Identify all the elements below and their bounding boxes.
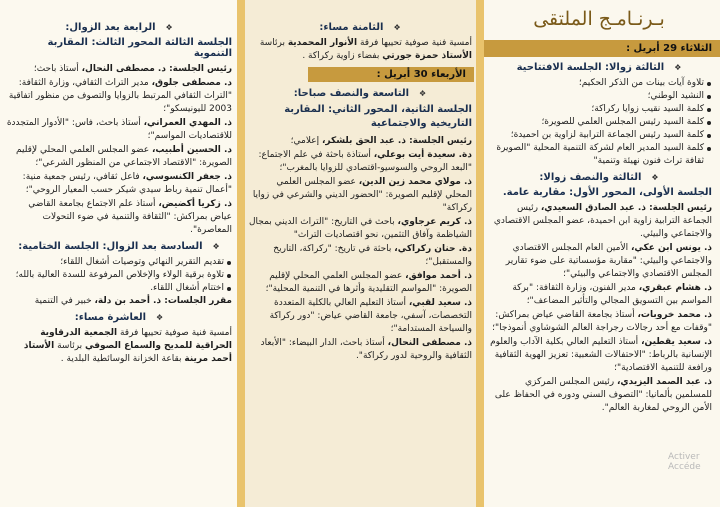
session-closing-label: السادسة بعد الزوال: الجلسة الختامية: xyxy=(18,241,203,252)
entry: رئيس الجلسة: ذ. عبد الصادق السعيدي، رئيس الجماعة الترابية زاوية ابن احميدة، عضو المجلس الاقتصادي والاجتماعي والبيئي. xyxy=(493,203,712,239)
program-title: بـرنـامـج الملتقى xyxy=(533,8,665,30)
entry: ذ. جعفر الكنسوسي، فاعل ثقافي، رئيس جمعية منية: "أعمال تنمية رباط سيدي شيكر حسب المعيار الروحي"؛ xyxy=(22,172,232,195)
entry: ذ. مولاي محمد زين الدين، عضو المجلس العلمي المحلي لإقليم الصويرة: "الحضور الديني والشرعي في زوايا ركراكة" xyxy=(252,177,472,213)
diamond-icon: ❖ xyxy=(419,89,427,98)
entry: ذ. مصطفى النحال، أستاذ باحث، الدار البيضاء: "الأبعاد الثقافية والروحية لدور ركراكة". xyxy=(260,338,472,361)
session-evening-label: الثامنة مساء: xyxy=(319,22,384,33)
entry: ذ. سعيد يقطين، أستاذ التعليم العالي بكلية الآداب والعلوم الإنسانية بالرباط: "الاحتفالات الشعبية: تعزيز الهوية الثقافية ورافعة للتنمية الاقتصادية"؛ xyxy=(490,337,712,373)
entry: ذ. كريم عرجاوي، باحث في التاريخ: "التراث الديني بمجال الشياظمة وآفاق التثمين، نحو اقتصاديات التراث" xyxy=(249,217,472,240)
entry: دة. سعيدة أيت بوعلي، أستاذة باحثة في علم الاجتماع: "البعد الروحي والسوسيو-اقتصادي للزوايا بالمغرب"؛ xyxy=(258,150,472,173)
session-third-entries xyxy=(6,63,232,237)
session-night-text: أمسية فنية صوفية تحييها فرقة الجمعية الدرقاوية الحراقية للمديح والسماع الصوفي برئاسة الأستاذ أحمد مرينة بقاعة الخزانة الوسائطية البلدية . xyxy=(23,328,232,364)
entry: دة. حنان ركراكي، باحثة في تاريخ: "ركراكة، التاريخ والمستقبل"؛ xyxy=(273,244,472,267)
session-first-label: الثالثة والنصف زوالا: xyxy=(539,172,642,183)
list-item: تلاوة برقية الولاء والإخلاص المرفوعة للسدة العالية بالله؛ xyxy=(6,269,232,282)
list-item: كلمة السيد رئيس الجماعة الترابية لزاوية بن احميدة؛ xyxy=(486,129,712,142)
session-second-subtitle: الجلسة الثانية، المحور الثاني: المقاربة التاريخية والاجتماعية xyxy=(284,104,472,129)
diamond-icon: ❖ xyxy=(165,23,173,32)
entry: ذ. أحمد موافق، عضو المجلس العلمي المحلي لإقليم الصويرة: "المواسم التقليدية وأثرها في التنمية المحلية"؛ xyxy=(265,271,472,294)
diamond-icon: ❖ xyxy=(156,313,164,322)
entry: د. مصطفى جلوق، مدير التراث الثقافي، وزارة الثقافة: "التراث الثقافي المرتبط بالزوايا والتصوف من منظور اتفاقية 2003 لليونيسكو"؛ xyxy=(8,78,232,114)
session-first-title xyxy=(486,172,712,183)
session-third-title xyxy=(6,22,232,33)
activation-watermark: Activer Accéde xyxy=(668,452,701,472)
session-closing-title xyxy=(6,241,232,252)
program-column-right xyxy=(480,0,720,507)
session-opening-title xyxy=(486,62,712,73)
session-reporter: مقرر الجلسات: ذ. أحمد بن دلة، خبير في التنمية xyxy=(34,296,232,306)
diamond-icon: ❖ xyxy=(393,23,401,32)
session-second-entries xyxy=(248,135,472,363)
day-header-tuesday: الثلاثاء 29 أبريل : xyxy=(480,40,720,57)
list-item: كلمة السيد نقيب زوايا ركراكة؛ xyxy=(486,103,712,116)
program-column-left xyxy=(0,0,240,507)
session-first-entries xyxy=(486,202,712,415)
entry: ذ. عبد الصمد اليزيدي، رئيس المجلس المركزي للمسلمين بألمانيا: "التصوف السني ودوره في الحفاظ على الأمن الروحي لمغاربة العالم". xyxy=(494,377,712,413)
diamond-icon: ❖ xyxy=(212,242,220,251)
list-item: النشيد الوطني؛ xyxy=(486,90,712,103)
day-header-wednesday: الأربعاء 30 أبريل : xyxy=(308,67,474,82)
entry: رئيس الجلسة: ذ. عبد الحق بلشكر، إعلامي؛ xyxy=(290,136,472,146)
entry: ذ. زكريا أكضيض، أستاذ علم الاجتماع بجامعة القاضي عياض بمراكش: "الثقافة والتنمية في ضوء التحولات المعاصرة". xyxy=(28,199,232,235)
session-third-subtitle: الجلسة الثالثة المحور الثالث: المقاربة التنموية xyxy=(47,37,232,59)
list-item: كلمة السيد المدير العام لشركة التنمية المحلية "الصويرة ثقافة تراث فنون نهيئة وتنمية" xyxy=(486,142,712,168)
entry: ذ. يونس ابن عكي، الأمين العام المجلس الاقتصادي والاجتماعي والبيئي: "مقاربة مؤسساتية على ضوء تقارير المجلس الاقتصادي والاجتماعي والبيئي"؛ xyxy=(505,243,712,279)
list-item: كلمة السيد رئيس المجلس العلمي للصويرة؛ xyxy=(486,116,712,129)
opening-items-list xyxy=(486,77,712,168)
program-column-middle xyxy=(240,0,480,507)
entry: ذ. سعيد لقبي، أستاذ التعليم العالي بالكلية المتعددة التخصصات، آسفي، جامعة القاضي عياض: "دور ركراكة والسياحة المستدامة"؛ xyxy=(269,298,472,334)
entry: رئيس الجلسة: د. مصطفى النحال، أستاذ باحث؛ xyxy=(33,64,232,74)
diamond-icon: ❖ xyxy=(651,173,659,182)
entry: د. الحسين أطبيب، عضو المجلس العلمي المحلي لإقليم الصويرة: "الاقتصاد الاجتماعي من المنظور الشرعي"؛ xyxy=(15,145,232,168)
list-item: اختتام أشغال اللقاء. xyxy=(6,282,232,295)
session-third-label: الرابعة بعد الزوال: xyxy=(65,22,156,33)
gold-divider-bar xyxy=(237,0,245,507)
list-item: تلاوة آيات بينات من الذكر الحكيم؛ xyxy=(486,77,712,90)
session-night-label: العاشرة مساء: xyxy=(74,312,147,323)
list-item: تقديم التقرير النهائي وتوصيات أشغال اللقاء؛ xyxy=(6,256,232,269)
session-first-subtitle: الجلسة الأولى، المحور الأول: مقاربة عامة. xyxy=(502,187,712,198)
closing-items-list xyxy=(6,256,232,295)
entry: ذ. محمد خروبات، أستاذ بجامعة القاضي عياض بمراكش: "وقفات مع أحد رجالات رجراجة العالم الشوشاوي أنموذجا"؛ xyxy=(492,310,712,333)
session-opening-label: الثالثة زوالا: الجلسة الافتتاحية xyxy=(516,62,665,73)
entry: ذ. المهدي العمراني، أستاذ باحث، فاس: "الأدوار المتجددة للاقتصاديات المواسم"؛ xyxy=(6,118,232,141)
entry: ذ. هشام عبقري، مدير الفنون، وزارة الثقافة: "بركة المواسم بين التسويق المجالي والتأثير المضاعف"؛ xyxy=(512,283,712,306)
session-evening-text: أمسية فنية صوفية تحييها فرقة الأنوار المحمدية برئاسة الأستاذ حمزة جورتي بفضاء زاوية ركراكة . xyxy=(259,38,472,61)
session-second-title xyxy=(248,88,472,99)
session-night-title xyxy=(6,312,232,323)
session-second-label: التاسعة والنصف صباحا: xyxy=(293,88,410,99)
diamond-icon: ❖ xyxy=(674,63,682,72)
gold-divider-bar xyxy=(476,0,484,507)
session-evening-title xyxy=(248,22,472,33)
